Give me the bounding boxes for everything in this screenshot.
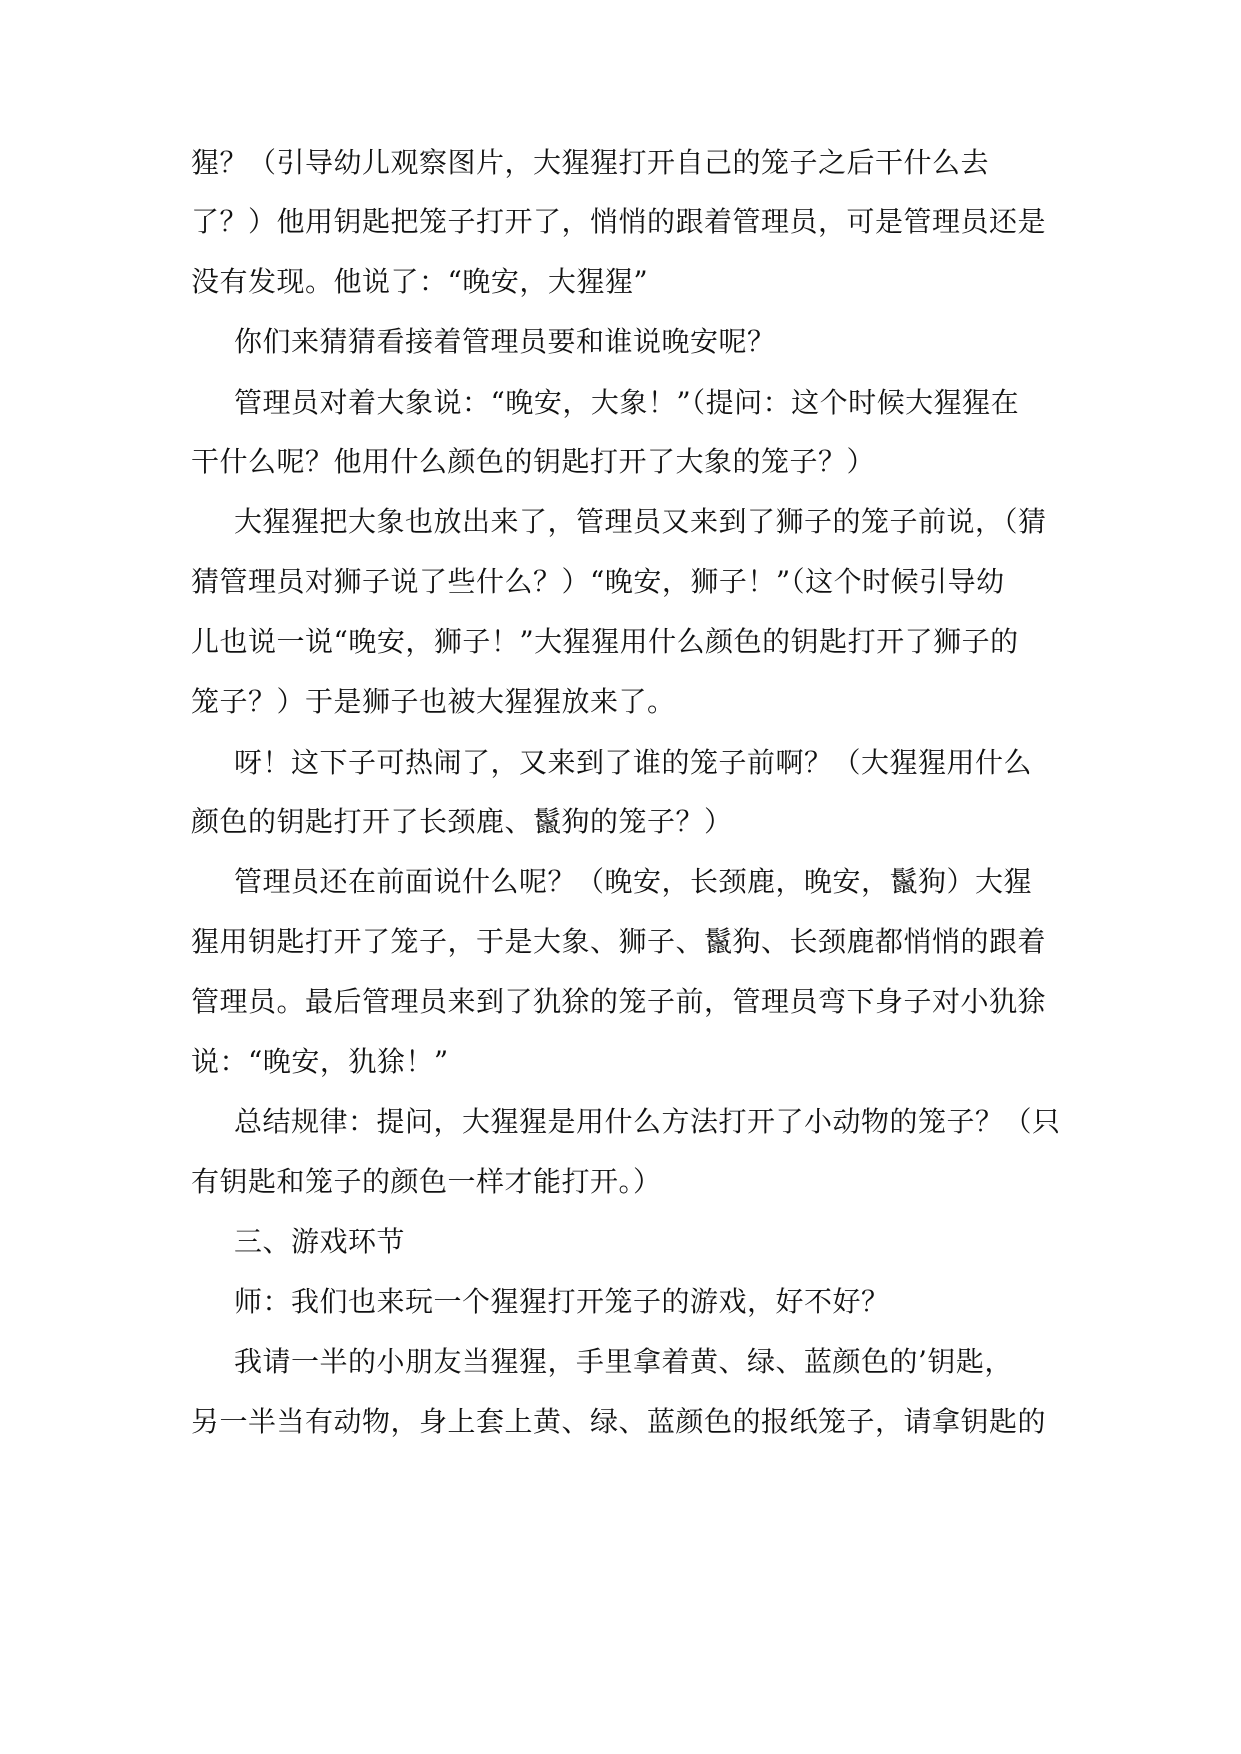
- text-line: 猩？（引导幼儿观察图片，大猩猩打开自己的笼子之后干什么去: [191, 146, 990, 179]
- text-line: 干什么呢？他用什么颜色的钥匙打开了大象的笼子？）: [191, 445, 876, 478]
- text-line: 另一半当有动物，身上套上黄、绿、蓝颜色的报纸笼子，请拿钥匙的: [191, 1405, 1047, 1438]
- paragraph-first-line: 管理员对着大象说：“晚安，大象！”（提问：这个时候大猩猩在: [234, 386, 1020, 419]
- text-line: 管理员。最后管理员来到了犰狳的笼子前，管理员弯下身子对小犰狳: [191, 985, 1047, 1018]
- text-line: 笼子？）于是狮子也被大猩猩放来了。: [191, 685, 676, 718]
- section-heading: 三、游戏环节: [234, 1225, 406, 1258]
- text-line: 有钥匙和笼子的颜色一样才能打开。）: [191, 1165, 662, 1198]
- paragraph-first-line: 你们来猜猜看接着管理员要和谁说晚安呢？: [234, 325, 776, 358]
- text-line: 颜色的钥匙打开了长颈鹿、鬣狗的笼子？）: [191, 805, 733, 838]
- paragraph-first-line: 管理员还在前面说什么呢？（晚安，长颈鹿，晚安，鬣狗）大猩: [234, 865, 1033, 898]
- paragraph-first-line: 师：我们也来玩一个猩猩打开笼子的游戏，好不好？: [234, 1285, 890, 1318]
- text-line: 猜管理员对狮子说了些什么？）“晚安，狮子！”（这个时候引导幼: [191, 565, 1005, 598]
- text-line: 没有发现。他说了：“晚安，大猩猩”: [191, 265, 649, 298]
- paragraph-first-line: 呀！这下子可热闹了，又来到了谁的笼子前啊？（大猩猩用什么: [234, 746, 1033, 779]
- text-line: 了？）他用钥匙把笼子打开了，悄悄的跟着管理员，可是管理员还是: [191, 205, 1047, 238]
- paragraph-first-line: 我请一半的小朋友当猩猩，手里拿着黄、绿、蓝颜色的’钥匙，: [234, 1345, 1013, 1378]
- paragraph-first-line: 总结规律：提问，大猩猩是用什么方法打开了小动物的笼子？（只: [234, 1105, 1061, 1138]
- text-line: 猩用钥匙打开了笼子，于是大象、狮子、鬣狗、长颈鹿都悄悄的跟着: [191, 925, 1047, 958]
- text-line: 说：“晚安，犰狳！”: [191, 1045, 449, 1078]
- text-line: 儿也说一说“晚安，狮子！”大猩猩用什么颜色的钥匙打开了狮子的: [191, 625, 1019, 658]
- paragraph-first-line: 大猩猩把大象也放出来了，管理员又来到了狮子的笼子前说，（猜: [234, 505, 1047, 538]
